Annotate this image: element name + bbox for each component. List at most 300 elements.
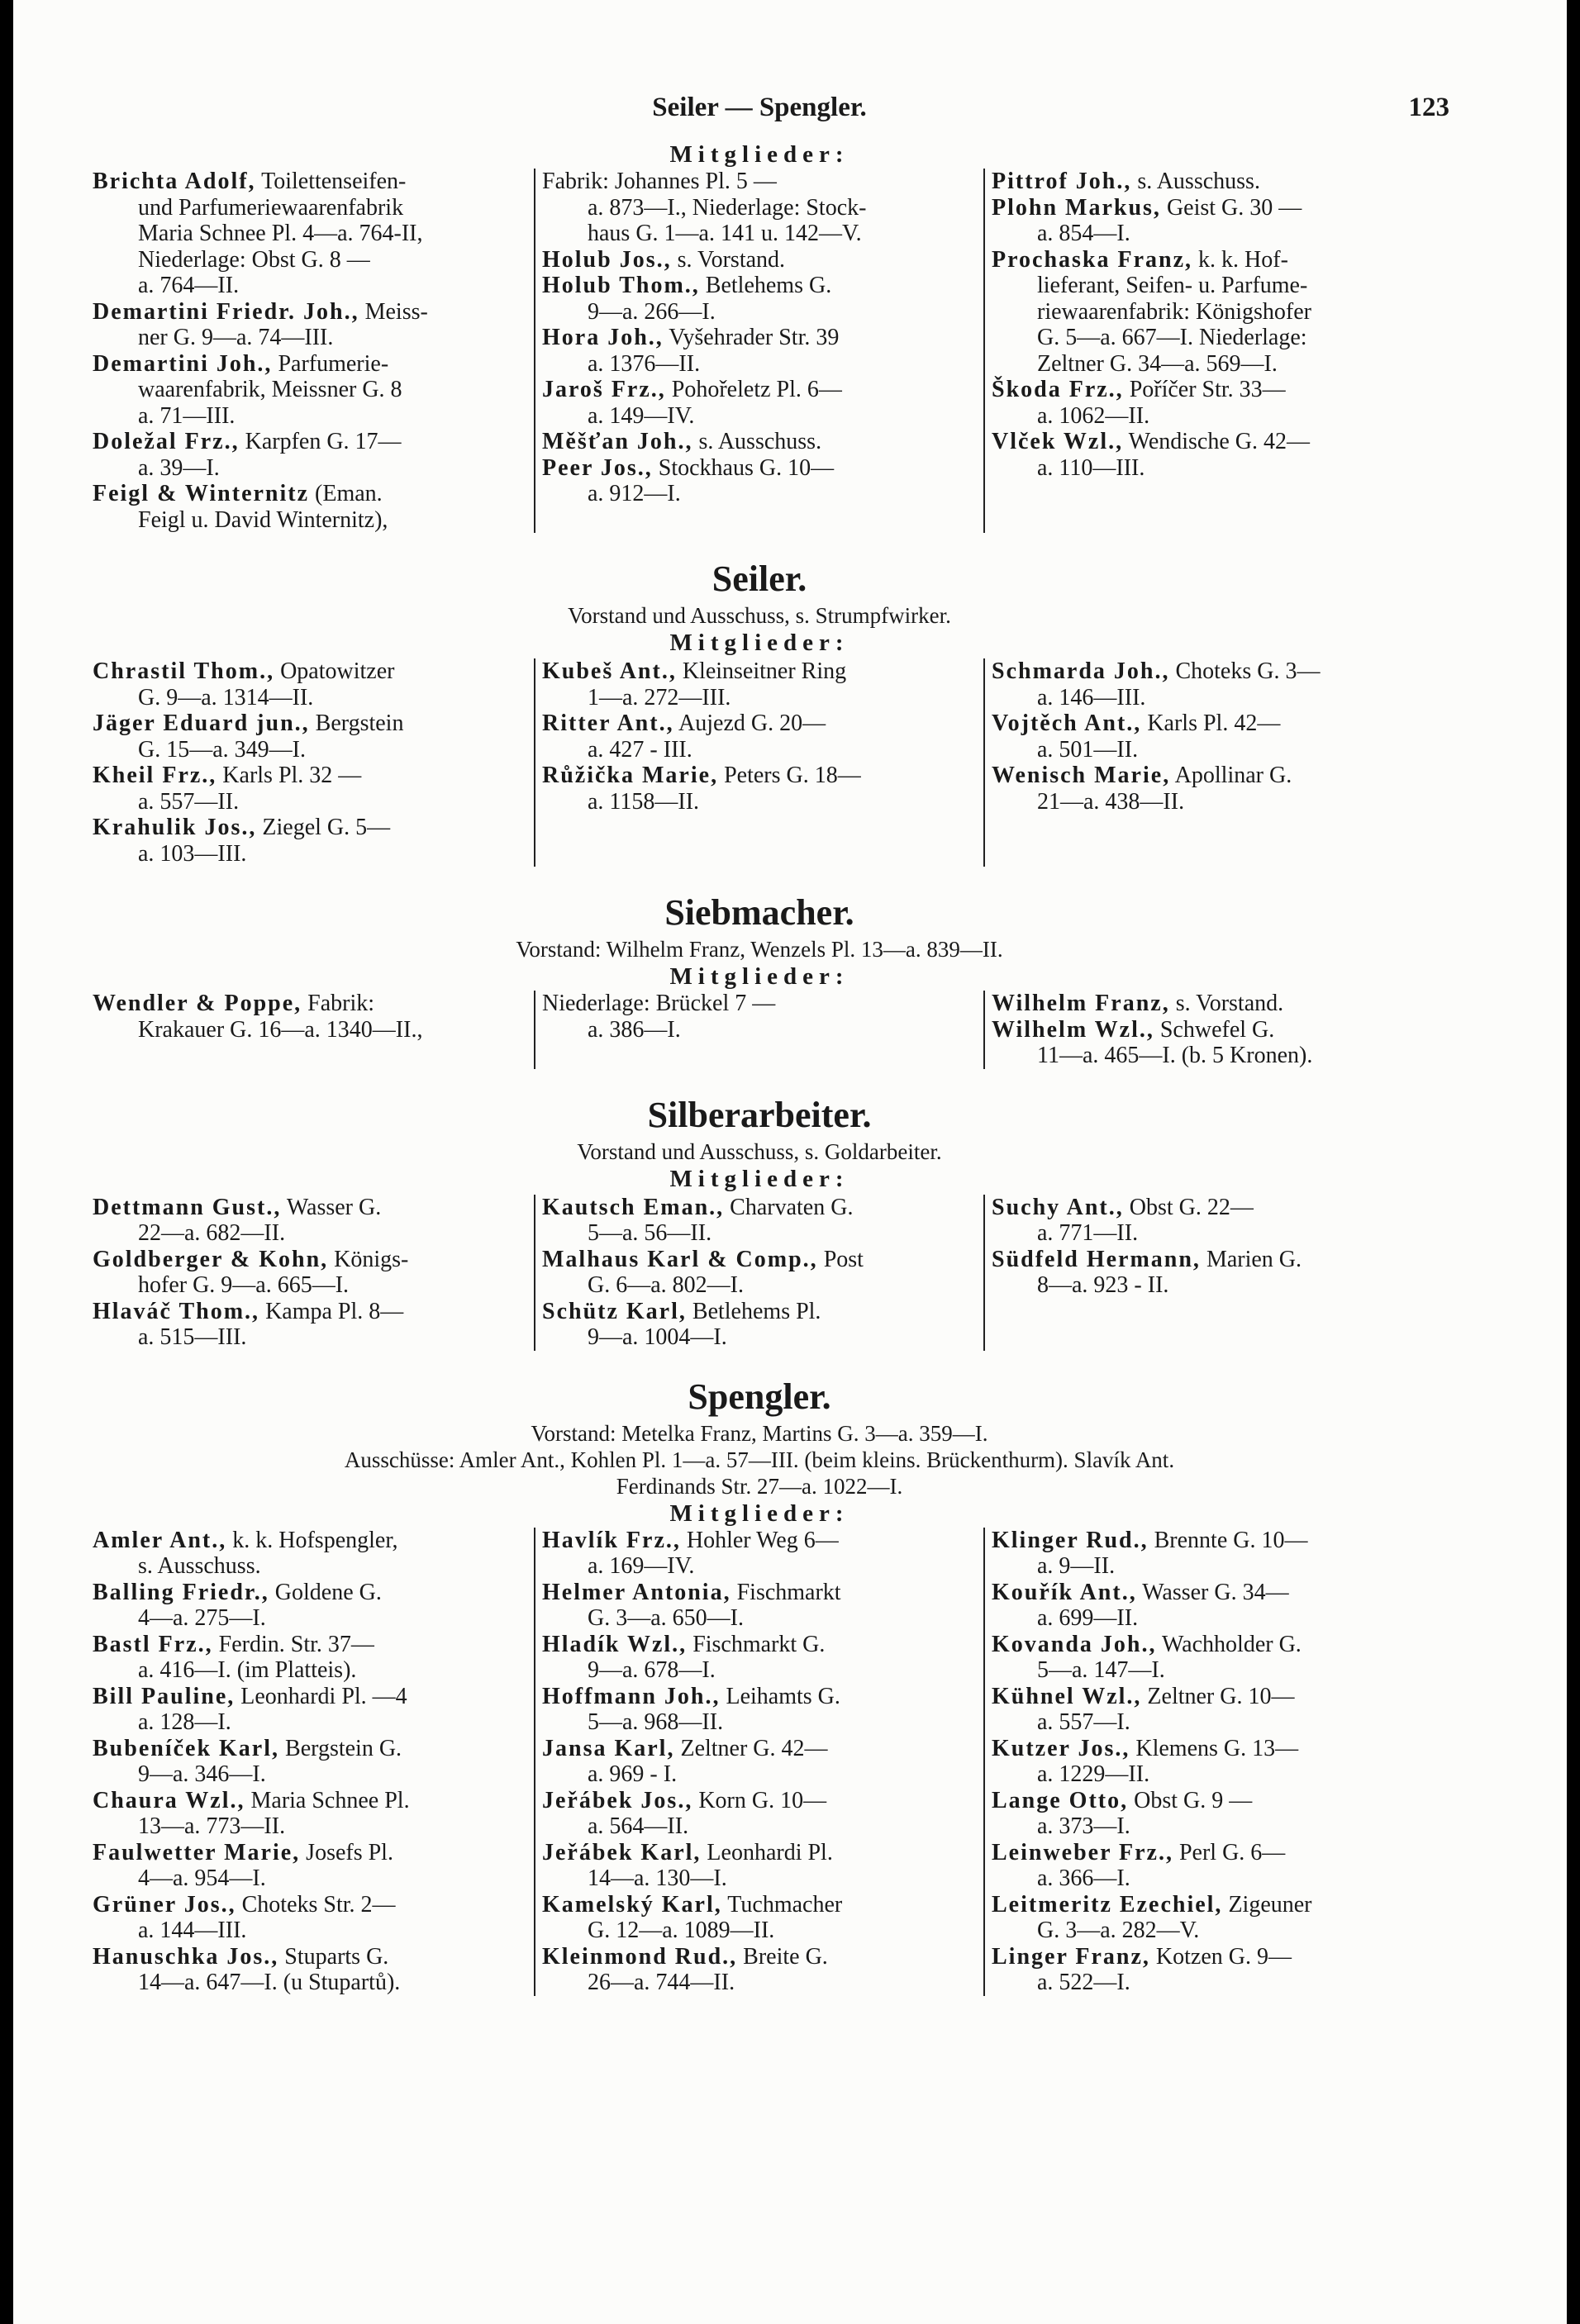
entry-line: [93, 1605, 527, 1632]
entry-line: [992, 1944, 1426, 1970]
entry-line: [542, 247, 977, 273]
entry-text: a. 386—I.: [588, 1016, 681, 1043]
entry-text: Leonhardi Pl. —4: [240, 1683, 407, 1709]
member-column: [86, 658, 534, 867]
member-name: Demartini Friedr. Joh.,: [93, 298, 359, 325]
member-name: Suchy Ant.,: [992, 1194, 1124, 1220]
entry-line: [992, 763, 1426, 789]
member-name: Jeřábek Jos.,: [542, 1787, 693, 1813]
member-column: [983, 1528, 1433, 1996]
entry-line: [542, 1736, 977, 1762]
entry-line: [542, 1324, 977, 1351]
entry-text: Leihamts G.: [726, 1683, 840, 1709]
member-name: Růžička Marie,: [542, 763, 719, 788]
entry-line: [93, 1017, 527, 1043]
entry-line: [992, 455, 1426, 482]
entry-text: Bergstein: [315, 711, 404, 736]
entry-text: a. 699—II.: [1037, 1605, 1139, 1631]
member-name: Hora Joh.,: [542, 325, 664, 350]
member-name: Linger Franz,: [992, 1943, 1150, 1970]
member-entry: [93, 1892, 527, 1944]
section-spengler: [86, 1374, 1433, 1996]
member-entry: [992, 1247, 1426, 1299]
entry-text: Meiss-: [364, 298, 428, 325]
entry-line: [992, 1632, 1426, 1658]
member-name: Leitmeritz Ezechiel,: [992, 1891, 1223, 1918]
member-name: Vojtěch Ant.,: [992, 711, 1142, 736]
entry-line: [542, 1299, 977, 1325]
entry-text: k. k. Hof-: [1198, 246, 1288, 273]
entry-text: Ziegel G. 5—: [262, 815, 391, 840]
entry-line: [992, 1918, 1426, 1944]
entry-text: riewaarenfabrik: Königshofer: [1037, 298, 1311, 325]
member-entry: [93, 1247, 527, 1299]
member-name: Kovanda Joh.,: [992, 1631, 1157, 1657]
entry-line: [542, 1788, 977, 1814]
entry-text: a. 128—I.: [138, 1709, 231, 1735]
entry-text: a. 969 - I.: [588, 1761, 678, 1787]
entry-text: Fabrik:: [307, 991, 375, 1016]
member-name: Wilhelm Franz,: [992, 991, 1170, 1016]
member-name: Lange Otto,: [992, 1787, 1129, 1813]
member-entry: [93, 658, 527, 711]
member-name: Peer Jos.,: [542, 454, 653, 481]
entry-line: [542, 377, 977, 403]
entry-line: [93, 299, 527, 326]
entry-line: [542, 1684, 977, 1710]
entry-line: [992, 991, 1426, 1017]
entry-line: [93, 1736, 527, 1762]
entry-line: [542, 711, 977, 737]
entry-line: [992, 195, 1426, 221]
entry-text: 21—a. 438—II.: [1037, 788, 1185, 815]
entry-line: [992, 273, 1426, 299]
entry-line: [542, 1970, 977, 1996]
entry-text: a. 149—IV.: [588, 402, 695, 429]
member-entry: [542, 711, 977, 763]
member-entry: [992, 763, 1426, 815]
entry-text: 4—a. 954—I.: [138, 1865, 266, 1891]
entry-line: [542, 1632, 977, 1658]
entry-line: [992, 1709, 1426, 1736]
entry-line: [542, 299, 977, 326]
entry-line: [93, 815, 527, 841]
entry-text: G. 6—a. 802—I.: [588, 1272, 744, 1298]
entry-text: a. 169—IV.: [588, 1553, 695, 1579]
entry-line: [992, 1195, 1426, 1221]
entry-text: 5—a. 147—I.: [1037, 1657, 1165, 1683]
entry-line: [542, 763, 977, 789]
entry-line: [93, 273, 527, 299]
entry-line: [542, 1017, 977, 1043]
section-note: Vorstand und Ausschuss, s. Strumpfwirker.: [568, 603, 951, 628]
member-entry: [992, 169, 1426, 195]
entry-text: Stockhaus G. 10—: [658, 454, 835, 481]
entry-text: Perl G. 6—: [1178, 1839, 1286, 1865]
member-entry: [93, 1580, 527, 1632]
entry-text: Wendische G. 42—: [1128, 429, 1311, 454]
member-entry: [93, 351, 527, 430]
entry-line: [93, 1840, 527, 1866]
member-name: Jansa Karl,: [542, 1735, 675, 1761]
entry-line: [93, 1220, 527, 1247]
member-entry: [93, 1299, 527, 1351]
entry-text: Karpfen G. 17—: [245, 429, 402, 454]
entry-line: [992, 1043, 1426, 1069]
entry-line: [93, 685, 527, 711]
member-name: Doležal Frz.,: [93, 429, 240, 454]
entry-text: 22—a. 682—II.: [138, 1220, 286, 1246]
member-entry: [93, 763, 527, 815]
member-entry: [93, 1788, 527, 1840]
entry-line: [93, 1528, 527, 1554]
entry-text: a. 427 - III.: [588, 736, 692, 763]
entry-text: G. 3—a. 282—V.: [1037, 1918, 1200, 1943]
running-title: Seiler — Spengler.: [652, 93, 867, 122]
entry-text: Ferdin. Str. 37—: [218, 1631, 374, 1657]
entry-line: [542, 991, 977, 1017]
entry-text: Marien G.: [1206, 1246, 1302, 1272]
member-entry: [992, 247, 1426, 378]
section-seiler: [86, 556, 1433, 867]
member-column: [534, 1528, 983, 1996]
entry-text: s. Vorstand.: [1175, 991, 1284, 1016]
entry-line: [992, 1813, 1426, 1840]
member-entry: [93, 1632, 527, 1684]
member-name: Chrastil Thom.,: [93, 658, 275, 684]
entry-line: [93, 1324, 527, 1351]
member-name: Bastl Frz.,: [93, 1631, 213, 1657]
entry-text: a. 764—II.: [138, 273, 240, 298]
entry-text: a. 912—I.: [588, 481, 681, 506]
member-name: Hanuschka Jos.,: [93, 1943, 279, 1970]
member-column: [983, 658, 1433, 867]
entry-text: Wachholder G.: [1162, 1631, 1302, 1657]
entry-line: [542, 221, 977, 247]
entry-line: [542, 403, 977, 430]
entry-text: Pohořeletz Pl. 6—: [671, 377, 842, 402]
entry-line: [542, 325, 977, 351]
section-note: Ferdinands Str. 27—a. 1022—I.: [616, 1473, 903, 1499]
member-name: Prochaska Franz,: [992, 246, 1193, 273]
entry-text: Maria Schnee Pl. 4—a. 764-II,: [138, 221, 423, 246]
member-name: Wendler & Poppe,: [93, 991, 302, 1016]
member-entry: [542, 169, 977, 247]
member-entry: [542, 1736, 977, 1788]
running-head: [86, 83, 1449, 140]
entry-text: a. 501—II.: [1037, 736, 1139, 763]
member-entry: [992, 1580, 1426, 1632]
member-entry: [992, 1840, 1426, 1892]
member-name: Kheil Frz.,: [93, 763, 217, 788]
member-column: [86, 1528, 534, 1996]
member-entry: [992, 1736, 1426, 1788]
member-name: Wenisch Marie,: [992, 763, 1171, 788]
member-entry: [542, 325, 977, 377]
entry-line: [93, 1970, 527, 1996]
entry-text: s. Ausschuss.: [698, 429, 822, 454]
entry-text: Fischmarkt G.: [692, 1631, 826, 1657]
member-entry: [542, 1195, 977, 1247]
entry-line: [542, 658, 977, 685]
entry-line: [992, 737, 1426, 763]
entry-text: 26—a. 744—II.: [588, 1970, 735, 1995]
member-column: [86, 169, 534, 533]
entry-text: 5—a. 56—II.: [588, 1220, 712, 1246]
entry-line: [992, 711, 1426, 737]
entry-text: Peters G. 18—: [724, 763, 861, 788]
entry-text: Kleinseitner Ring: [682, 658, 847, 684]
member-name: Kamelský Karl,: [542, 1891, 722, 1918]
entry-text: a. 873—I., Niederlage: Stock-: [588, 194, 867, 221]
entry-text: Kotzen G. 9—: [1155, 1943, 1292, 1970]
entry-line: [992, 1657, 1426, 1684]
members-label: Mitglieder:: [669, 141, 849, 168]
entry-text: Fischmarkt: [736, 1579, 841, 1605]
entry-line: [542, 1580, 977, 1606]
member-entry: [992, 1684, 1426, 1736]
member-column: [86, 1195, 534, 1351]
entry-text: Krakauer G. 16—a. 1340—II.,: [138, 1016, 423, 1043]
member-name: Kutzer Jos.,: [992, 1735, 1130, 1761]
member-entry: [542, 455, 977, 507]
member-entry: [542, 1299, 977, 1351]
entry-line: [93, 325, 527, 351]
entry-line: [93, 195, 527, 221]
entry-text: 1—a. 272—III.: [588, 684, 731, 711]
member-entry: [542, 1788, 977, 1840]
member-name: Wilhelm Wzl.,: [992, 1016, 1154, 1043]
member-entry: [93, 1840, 527, 1892]
section-siebmacher: [86, 890, 1433, 1069]
entry-line: [93, 377, 527, 403]
entry-line: [992, 789, 1426, 815]
page-number: 123: [1408, 93, 1449, 122]
member-name: Jaroš Frz.,: [542, 377, 666, 402]
member-entry: [93, 991, 527, 1043]
entry-text: Niederlage: Obst G. 8 —: [138, 246, 370, 273]
entry-line: [542, 1944, 977, 1970]
entry-line: [93, 1788, 527, 1814]
entry-line: [93, 991, 527, 1017]
member-column: [983, 991, 1433, 1069]
entry-line: [93, 1195, 527, 1221]
entry-text: Maria Schnee Pl.: [250, 1787, 410, 1813]
member-name: Südfeld Hermann,: [992, 1246, 1201, 1272]
entry-text: Obst G. 9 —: [1134, 1787, 1253, 1813]
member-name: Vlček Wzl.,: [992, 429, 1124, 454]
entry-line: [992, 1220, 1426, 1247]
member-name: Kautsch Eman.,: [542, 1194, 725, 1220]
entry-text: a. 557—I.: [1037, 1709, 1130, 1735]
member-name: Holub Jos.,: [542, 246, 672, 273]
entry-text: Feigl u. David Winternitz),: [138, 506, 388, 533]
entry-line: [992, 169, 1426, 195]
entry-line: [992, 1840, 1426, 1866]
entry-text: 11—a. 465—I. (b. 5 Kronen).: [1037, 1043, 1313, 1068]
entry-line: [93, 507, 527, 534]
entry-text: a. 522—I.: [1037, 1970, 1130, 1995]
entry-text: Vyšehrader Str. 39: [669, 325, 840, 350]
member-name: Balling Friedr.,: [93, 1579, 269, 1605]
entry-line: [93, 1865, 527, 1892]
entry-text: 9—a. 1004—I.: [588, 1324, 727, 1350]
entry-line: [542, 351, 977, 378]
entry-line: [542, 1605, 977, 1632]
entry-line: [542, 1220, 977, 1247]
section-title: Siebmacher.: [664, 892, 854, 933]
entry-line: [992, 1580, 1426, 1606]
entry-text: a. 557—II.: [138, 788, 240, 815]
entry-text: a. 771—II.: [1037, 1220, 1139, 1246]
entry-text: Opatowitzer: [280, 658, 395, 684]
member-column: [86, 991, 534, 1069]
section-continued: [86, 140, 1433, 533]
entry-text: a. 39—I.: [138, 454, 220, 481]
member-name: Grüner Jos.,: [93, 1891, 236, 1918]
entry-text: Aujezd G. 20—: [678, 711, 826, 736]
member-entry: [542, 247, 977, 273]
member-entry: [93, 1684, 527, 1736]
entry-line: [992, 299, 1426, 326]
entry-line: [93, 221, 527, 247]
entry-line: [93, 789, 527, 815]
entry-line: [93, 481, 527, 507]
member-entry: [93, 1528, 527, 1580]
member-entry: [992, 195, 1426, 247]
entry-text: Post: [823, 1246, 864, 1272]
member-entry: [992, 377, 1426, 429]
entry-text: Poříčer Str. 33—: [1129, 377, 1286, 402]
entry-line: [93, 169, 527, 195]
entry-line: [542, 1657, 977, 1684]
member-columns: [86, 1528, 1433, 1996]
entry-text: a. 1158—II.: [588, 788, 700, 815]
entry-text: G. 12—a. 1089—II.: [588, 1918, 775, 1943]
member-entry: [992, 1944, 1426, 1996]
entry-line: [93, 429, 527, 455]
member-name: Jäger Eduard jun.,: [93, 711, 310, 736]
entry-text: Obst G. 22—: [1129, 1194, 1254, 1220]
members-label: Mitglieder:: [669, 963, 849, 990]
entry-text: Wasser G. 34—: [1142, 1579, 1289, 1605]
entry-text: a. 146—III.: [1037, 684, 1146, 711]
section-title: Silberarbeiter.: [647, 1094, 872, 1135]
entry-text: und Parfumeriewaarenfabrik: [138, 194, 404, 221]
entry-line: [542, 1813, 977, 1840]
member-name: Brichta Adolf,: [93, 169, 256, 194]
entry-line: [992, 377, 1426, 403]
member-entry: [93, 1736, 527, 1788]
member-entry: [542, 1247, 977, 1299]
entry-text: Charvaten G.: [730, 1194, 854, 1220]
entry-text: 4—a. 275—I.: [138, 1605, 266, 1631]
entry-line: [542, 1247, 977, 1273]
entry-text: Betlehems G.: [705, 273, 832, 298]
entry-line: [93, 1553, 527, 1580]
member-name: Malhaus Karl & Comp.,: [542, 1246, 818, 1272]
member-name: Amler Ant.,: [93, 1527, 227, 1553]
member-entry: [93, 169, 527, 299]
entry-text: Karls Pl. 42—: [1147, 711, 1281, 736]
member-entry: [93, 711, 527, 763]
entry-text: haus G. 1—a. 141 u. 142—V.: [588, 221, 862, 246]
entry-text: G. 5—a. 667—I. Niederlage:: [1037, 325, 1307, 350]
entry-text: Wasser G.: [286, 1194, 382, 1220]
member-name: Leinweber Frz.,: [992, 1839, 1173, 1865]
entry-text: G. 9—a. 1314—II.: [138, 684, 314, 711]
entry-text: Breite G.: [743, 1943, 828, 1970]
entry-line: [93, 841, 527, 867]
member-name: Ritter Ant.,: [542, 711, 674, 736]
entry-text: Fabrik: Johannes Pl. 5 —: [542, 169, 777, 194]
member-entry: [93, 481, 527, 533]
member-name: Havlík Frz.,: [542, 1527, 681, 1553]
entry-line: [93, 1247, 527, 1273]
entry-line: [992, 1736, 1426, 1762]
entry-text: Niederlage: Brückel 7 —: [542, 991, 776, 1016]
entry-text: Kampa Pl. 8—: [265, 1298, 404, 1324]
members-label: Mitglieder:: [669, 1165, 849, 1192]
entry-text: lieferant, Seifen- u. Parfume-: [1037, 273, 1308, 298]
entry-text: Korn G. 10—: [698, 1787, 827, 1813]
member-name: Krahulik Jos.,: [93, 815, 257, 840]
member-entry: [93, 815, 527, 867]
entry-line: [542, 1195, 977, 1221]
entry-text: (Eman.: [315, 481, 383, 506]
member-column: [983, 1195, 1433, 1351]
entry-text: Königs-: [334, 1246, 409, 1272]
entry-line: [93, 1709, 527, 1736]
member-name: Škoda Frz.,: [992, 377, 1124, 402]
member-entry: [93, 299, 527, 351]
member-name: Schmarda Joh.,: [992, 658, 1170, 684]
entry-text: Tuchmacher: [727, 1891, 843, 1918]
entry-text: Schwefel G.: [1159, 1016, 1275, 1043]
entry-line: [992, 1528, 1426, 1554]
entry-text: Parfumerie-: [278, 350, 389, 377]
entry-line: [992, 1788, 1426, 1814]
member-name: Dettmann Gust.,: [93, 1194, 282, 1220]
entry-line: [992, 685, 1426, 711]
entry-text: Josefs Pl.: [306, 1839, 393, 1865]
entry-line: [542, 195, 977, 221]
entry-line: [93, 1657, 527, 1684]
entry-line: [992, 221, 1426, 247]
entry-text: a. 9—II.: [1037, 1553, 1116, 1579]
entry-line: [93, 455, 527, 482]
member-name: Jeřábek Karl,: [542, 1839, 702, 1865]
section-title: Seiler.: [711, 558, 807, 599]
entry-line: [992, 351, 1426, 378]
member-column: [983, 169, 1433, 533]
entry-line: [992, 1970, 1426, 1996]
entry-text: 9—a. 678—I.: [588, 1657, 716, 1683]
entry-text: a. 1376—II.: [588, 350, 701, 377]
entry-line: [542, 1865, 977, 1892]
member-name: Pittrof Joh.,: [992, 169, 1132, 194]
entry-text: Apollinar G.: [1174, 763, 1292, 788]
entry-text: Hohler Weg 6—: [686, 1527, 839, 1553]
member-name: Feigl & Winternitz: [93, 481, 310, 506]
entry-line: [992, 1272, 1426, 1299]
entry-text: Klemens G. 13—: [1135, 1735, 1299, 1761]
entry-line: [93, 351, 527, 378]
entry-line: [992, 403, 1426, 430]
entry-line: [542, 169, 977, 195]
entry-text: G. 3—a. 650—I.: [588, 1605, 744, 1631]
member-name: Klinger Rud.,: [992, 1527, 1149, 1553]
